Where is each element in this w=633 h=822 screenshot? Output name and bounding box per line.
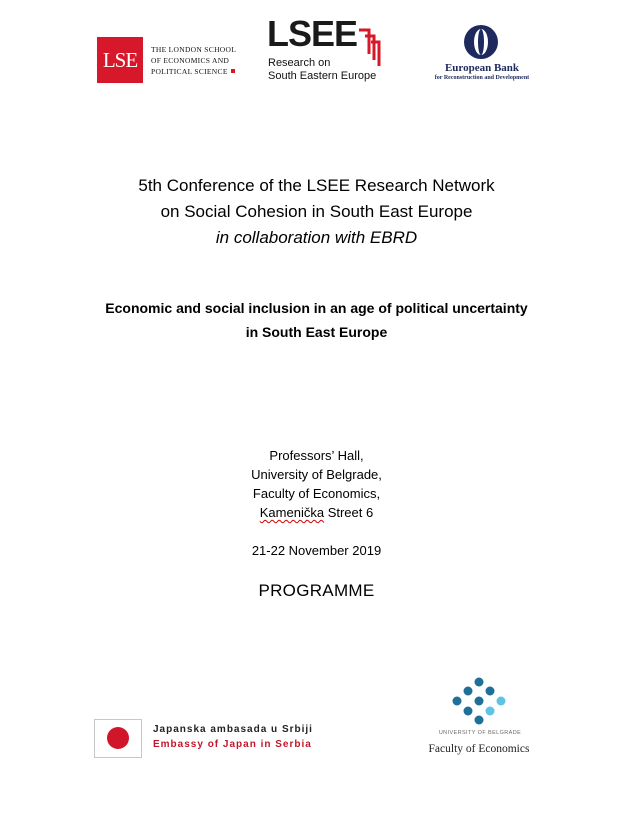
venue-university: University of Belgrade,	[251, 467, 382, 482]
spellcheck-word: Kamenička	[259, 505, 325, 520]
venue-hall: Professors’ Hall,	[269, 448, 364, 463]
venue-street	[0, 503, 633, 522]
faculty-name: Faculty of Economics	[428, 743, 530, 755]
conference-title-collaboration: in collaboration with EBRD	[215, 228, 418, 247]
lse-logo-mark: LSE	[97, 37, 143, 83]
faculty-university-label: UNIVERSITY OF BELGRADE	[438, 730, 522, 736]
programme-heading: PROGRAMME	[258, 581, 375, 600]
lsee-logo-mark: LSEE	[267, 13, 358, 54]
conference-title-line1: 5th Conference of the LSEE Research Network	[138, 176, 495, 195]
lsee-logo-line1: Research on	[268, 57, 331, 69]
ebrd-logo-subtitle: for Reconstruction and Development	[434, 75, 530, 81]
venue-faculty: Faculty of Economics,	[252, 486, 381, 501]
lse-logo-line1: THE LONDON SCHOOL	[151, 45, 237, 54]
conference-dates: 21-22 November 2019	[251, 543, 382, 558]
japan-embassy-local: Japanska ambasada u Srbiji	[153, 724, 313, 735]
conference-title-line2: on Social Cohesion in South East Europe	[160, 202, 473, 221]
conference-theme-line1: Economic and social inclusion in an age of political uncertainty	[105, 300, 528, 316]
lsee-logo-text	[268, 57, 376, 83]
ebrd-globe-icon	[462, 23, 500, 61]
venue-street-rest: Street 6	[324, 505, 374, 520]
conference-theme-line2: in South East Europe	[245, 324, 388, 340]
lse-logo-line3: POLITICAL SCIENCE	[151, 66, 236, 77]
lse-logo-text	[151, 44, 236, 77]
lse-logo-line2: OF ECONOMICS AND	[151, 56, 230, 65]
ebrd-logo-name: European Bank	[444, 62, 520, 74]
faculty-dots-icon	[451, 677, 507, 725]
lsee-logo-line2: South Eastern Europe	[268, 70, 377, 82]
japan-embassy-english: Embassy of Japan in Serbia	[153, 739, 312, 750]
japan-flag-icon	[94, 719, 142, 758]
